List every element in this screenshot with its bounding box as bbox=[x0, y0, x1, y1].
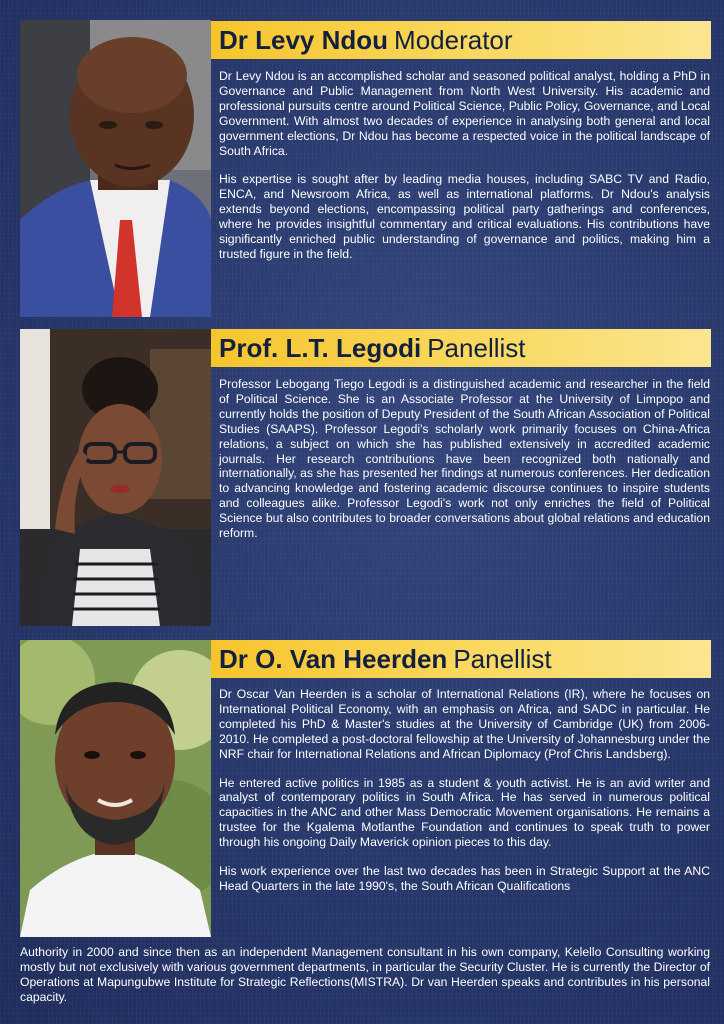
bio-levy-ndou bbox=[219, 69, 710, 276]
bio-paragraph: He entered active politics in 1985 as a student & youth activist. He is an avid writer and analyst of contemporary politics in South Africa. He has served in numerous political capacities in the ANC and other Mass Democratic Movement organisations. He remains a trustee for the Kgalema Motlanthe Foundation and continues to speak truth to power through his ongoing Daily Maverick opinion pieces to this day. bbox=[219, 775, 710, 850]
photo-levy-ndou bbox=[20, 20, 211, 317]
panelist-name: Prof. L.T. Legodi bbox=[219, 332, 422, 363]
portrait-illustration bbox=[20, 640, 211, 937]
panelist-name: Dr O. Van Heerden bbox=[219, 643, 448, 674]
bio-van-heerden-continued bbox=[20, 945, 710, 1005]
bio-paragraph: Authority in 2000 and since then as an independent Management consultant in his own company, Kelello Consulting working mostly but not exclusively with various government departments, in particular the Security Cluster. He is currently the Director of Operations at Mapungubwe Institute for Strategic Reflections(MISTRA). Dr van Heerden speaks and contributes in his personal capacity. bbox=[20, 945, 710, 1004]
bio-paragraph: Dr Levy Ndou is an accomplished scholar and seasoned political analyst, holding a PhD in Governance and Public Management from North West University. His academic and professional pursuits centre around Political Science, Public Policy, Governance, and Local Government. With almost two decades of experience in analysing both general and local government elections, Dr Ndou has become a respected voice in the political landscape of South Africa. bbox=[219, 69, 710, 158]
panelist-role: Panellist bbox=[453, 643, 552, 674]
title-bar-van-heerden bbox=[211, 640, 711, 678]
panelist-name: Dr Levy Ndou bbox=[219, 24, 389, 55]
bio-lt-legodi bbox=[219, 377, 710, 555]
bio-van-heerden bbox=[219, 687, 710, 894]
panelist-role: Moderator bbox=[394, 24, 513, 55]
bio-paragraph: His expertise is sought after by leading media houses, including SABC TV and Radio, ENCA, and Newsroom Africa, as well as international platforms. Dr Ndou's analysis extends beyond elections, encompassing political party gatherings and conferences, where he provides insightful commentary and critical evaluations. His contributions have significantly enriched public understanding of governance and politics, making him a trusted figure in the field. bbox=[219, 172, 710, 261]
bio-paragraph: His work experience over the last two decades has been in Strategic Support at the ANC Head Quarters in the late 1990's, the South African Qualifications bbox=[219, 864, 710, 893]
title-bar-levy-ndou bbox=[211, 21, 711, 59]
bio-paragraph: Dr Oscar Van Heerden is a scholar of International Relations (IR), where he focuses on International Political Economy, with an emphasis on Africa, and SADC in particular. He completed his PhD & Master's studies at the University of Cambridge (UK) from 2006-2010. He completed a post-doctoral fellowship at the University of Johannesburg under the NRF chair for International Relations and African Diplomacy (Prof Chris Landsberg). bbox=[219, 687, 710, 761]
portrait-illustration bbox=[20, 20, 211, 317]
panelist-role: Panellist bbox=[427, 332, 526, 363]
title-bar-lt-legodi bbox=[211, 329, 711, 367]
photo-lt-legodi bbox=[20, 329, 211, 626]
portrait-illustration bbox=[20, 329, 211, 626]
photo-van-heerden bbox=[20, 640, 211, 937]
bio-paragraph: Professor Lebogang Tiego Legodi is a distinguished academic and researcher in the field of Political Science. She is an Associate Professor at the University of Limpopo and currently holds the position of Deputy President of the South African Association of Political Studies (SAAPS). Professor Legodi's scholarly work primarily focuses on China-Africa relations, a subject on which she has published extensively in accredited academic journals. Her research contributions have been recognized both nationally and internationally, as she has presented her findings at numerous conferences. Her dedication to advancing knowledge and fostering academic discourse continues to inspire students and colleagues alike. Professor Legodi's work not only enriches the field of Political Science but also contributes to broader conversations about global relations and education reform. bbox=[219, 377, 710, 541]
